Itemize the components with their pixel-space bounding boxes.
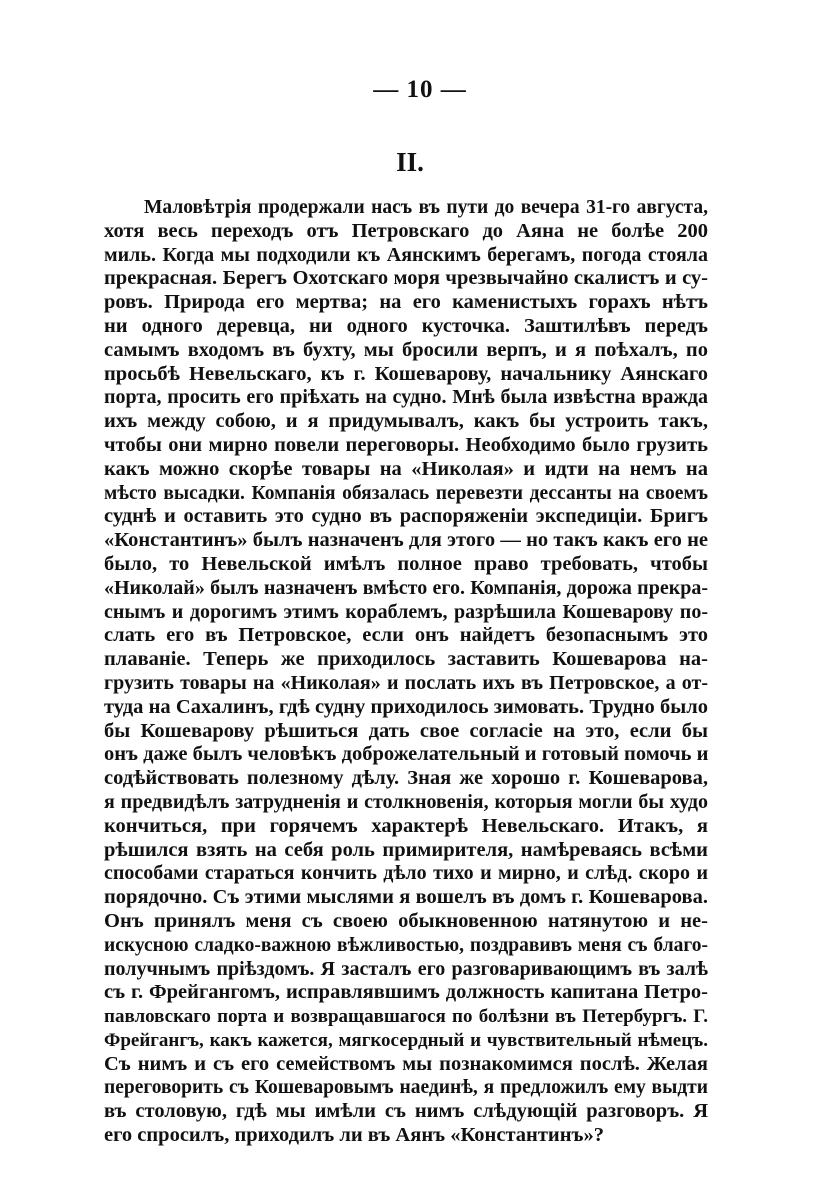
- text-line: рѣшился взять на себя роль примирителя, намѣреваясь всѣми: [104, 838, 708, 861]
- body-text: [104, 196, 708, 1148]
- text-line: бы Кошеварову рѣшиться дать свое согласіе на это, если бы: [104, 719, 708, 742]
- text-line: было, то Невельской имѣлъ полное право требовать, чтобы: [104, 552, 708, 575]
- text-line: ни одного деревца, ни одного кусточка. Заштилѣвъ передъ: [104, 314, 708, 337]
- text-line: павловскаго порта и возвращавшагося по болѣзни въ Петербургъ. Г.: [104, 1006, 708, 1028]
- text-line: Съ нимъ и съ его семействомъ мы познакомимся послѣ. Желая: [104, 1052, 708, 1075]
- text-line: самымъ входомъ въ бухту, мы бросили верпъ, и я поѣхалъ, по: [104, 338, 708, 361]
- text-line: въ столовую, гдѣ мы имѣли съ нимъ слѣдующій разговоръ. Я: [104, 1100, 708, 1123]
- text-line: «Константинъ» былъ назначенъ для этого — но такъ какъ его не: [104, 529, 708, 552]
- text-line: слать его въ Петровское, если онъ найдетъ безопаснымъ это: [104, 624, 708, 647]
- text-line: его спросилъ, приходилъ ли въ Аянъ «Константинъ»?: [104, 1124, 604, 1147]
- text-line: порядочно. Съ этими мыслями я вошелъ въ домъ г. Кошеварова.: [104, 886, 708, 909]
- text-line: искусною сладко-важною вѣжливостью, поздравивъ меня съ благо-: [104, 934, 708, 956]
- text-line: мѣсто высадки. Компанія обязалась перевезти дессанты на своемъ: [104, 482, 708, 504]
- text-line: суднѣ и оставить это судно въ распоряженіи экспедиціи. Бригъ: [104, 505, 708, 528]
- text-line: хотя весь переходъ отъ Петровскаго до Аяна не болѣе 200: [104, 219, 708, 242]
- text-line: миль. Когда мы подходили къ Аянскимъ берегамъ, погода стояла: [104, 243, 708, 266]
- text-line: переговорить съ Кошеваровымъ наединѣ, я предложилъ ему выдти: [104, 1077, 708, 1099]
- text-line: я предвидѣлъ затрудненія и столкновенія, которыя могли бы худо: [104, 790, 708, 813]
- text-line: съ г. Фрейгангомъ, исправлявшимъ должность капитана Петро-: [104, 981, 708, 1004]
- text-line: онъ даже былъ человѣкъ доброжелательный и готовый помочь и: [104, 743, 708, 766]
- text-line: «Николай» былъ назначенъ вмѣсто его. Компанія, дорожа прекра-: [104, 576, 708, 599]
- page-number: — 10 —: [373, 76, 467, 103]
- text-line: Маловѣтрія продержали насъ въ пути до вечера 31-го августа,: [144, 197, 708, 218]
- text-line: грузить товары на «Николая» и послать ихъ въ Петровское, а от-: [104, 671, 708, 694]
- section-heading: II.: [396, 147, 424, 177]
- text-line: кончиться, при горячемъ характерѣ Невельскаго. Итакъ, я: [104, 814, 708, 837]
- text-line: порта, просить его пріѣхать на судно. Мнѣ была извѣстна вражда: [104, 386, 708, 409]
- text-line: содѣйствовать полезному дѣлу. Зная же хорошо г. Кошеварова,: [104, 767, 708, 790]
- text-line: прекрасная. Берегъ Охотскаго моря чрезвычайно скалистъ и су-: [104, 267, 708, 290]
- text-line: ровъ. Природа его мертва; на его каменистыхъ горахъ нѣтъ: [104, 291, 708, 314]
- text-line: Онъ принялъ меня съ своею обыкновенною натянутою и не-: [104, 909, 708, 932]
- text-line: плаваніе. Теперь же приходилось заставить Кошеварова на-: [104, 648, 708, 671]
- text-line: Фрейгангъ, какъ кажется, мягкосердный и чувствительный нѣмецъ.: [104, 1029, 708, 1051]
- text-line: ихъ между собою, и я придумывалъ, какъ бы устроить такъ,: [104, 410, 708, 433]
- text-line: туда на Сахалинъ, гдѣ судну приходилось зимовать. Трудно было: [104, 695, 708, 718]
- text-line: получнымъ пріѣздомъ. Я засталъ его разговаривающимъ въ залѣ: [104, 957, 708, 980]
- text-line: какъ можно скорѣе товары на «Николая» и идти на немъ на: [104, 457, 708, 480]
- text-line: чтобы они мирно повели переговоры. Необходимо было грузить: [104, 433, 708, 456]
- text-line: способами стараться кончить дѣло тихо и мирно, и слѣд. скоро и: [104, 862, 708, 885]
- text-line: снымъ и дорогимъ этимъ кораблемъ, разрѣшила Кошеварову по-: [104, 600, 708, 623]
- text-line: просьбѣ Невельскаго, къ г. Кошеварову, начальнику Аянскаго: [104, 362, 708, 385]
